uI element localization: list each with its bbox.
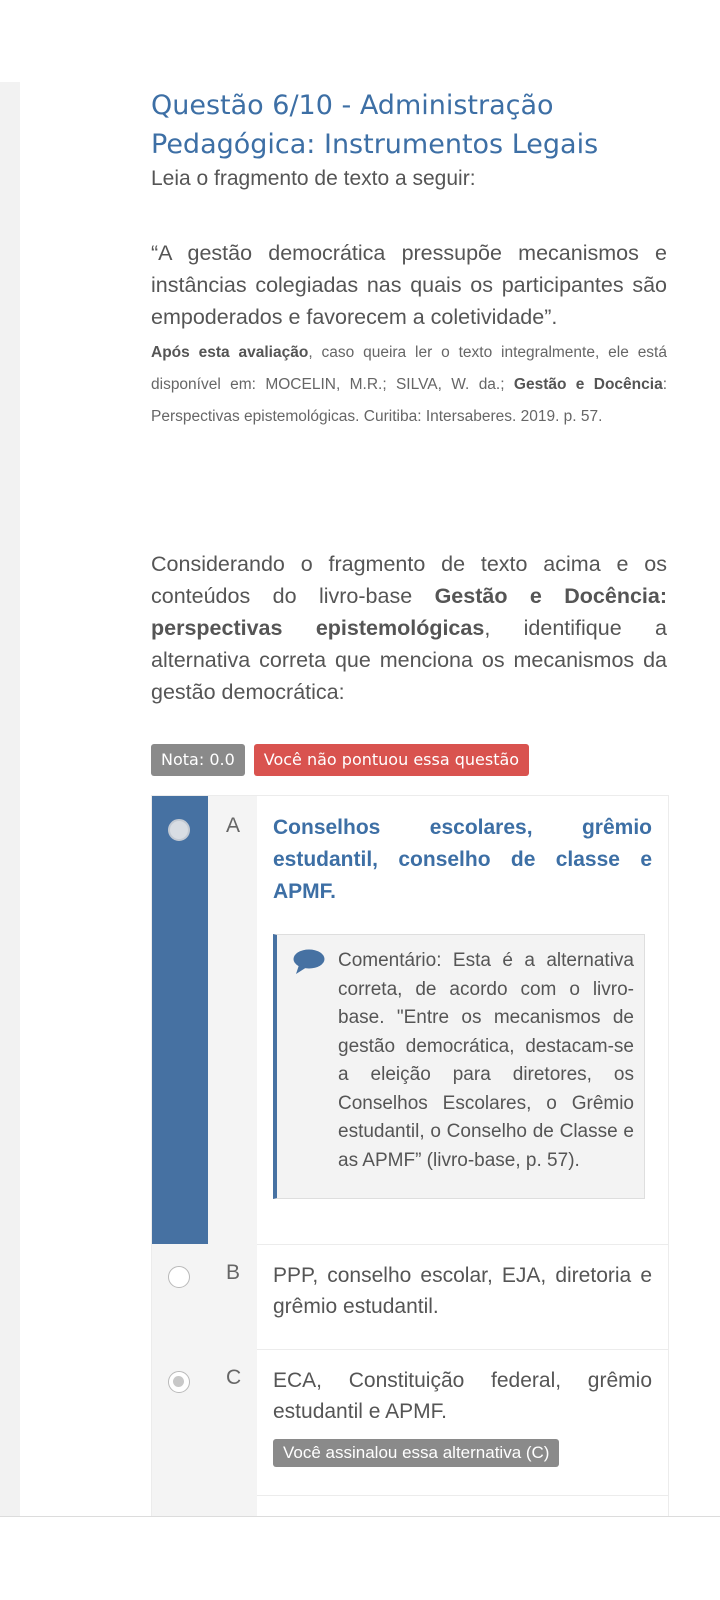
speech-bubble-icon [293,949,325,975]
option-d-partial[interactable] [152,1495,668,1517]
option-c-text: ECA, Constituição federal, grêmio estudantil e APMF. [273,1369,652,1423]
option-d-body [257,1495,668,1517]
left-rail [0,82,20,1516]
option-a-letter-column [208,796,257,1244]
question-quote: “A gestão democrática pressupõe mecanismos e instâncias colegiadas nas quais os participantes são empoderados e favorecem a coletividade”. [151,241,667,329]
option-a[interactable] [152,796,668,1244]
question-reference [151,337,667,433]
option-b-radio-column [152,1244,208,1349]
question-title: Questão 6/10 - Administração Pedagógica: Instrumentos Legais [151,90,599,160]
question-intro: Leia o fragmento de texto a seguir: [151,167,476,190]
option-b-body [257,1244,668,1349]
prompt-text-2: , identifique a alternativa correta que menciona os mecanismos da gestão democrática: [151,616,667,704]
option-a-body [257,796,668,1244]
option-b[interactable] [152,1244,668,1349]
option-c-letter-column [208,1349,257,1495]
option-b-radio-icon[interactable] [168,1266,190,1288]
option-a-text: Conselhos escolares, grêmio estudantil, conselho de classe e APMF. [273,816,652,903]
reference-book: Gestão e Docência [513,376,663,393]
option-a-radio-column [152,796,208,1244]
option-b-letter: B [226,1261,241,1284]
bottom-divider [0,1516,720,1517]
prompt-text-1: Considerando o fragmento de texto acima e os conteúdos do livro-base [151,552,667,608]
option-c-letter: C [226,1366,242,1389]
option-c-radio-column [152,1349,208,1495]
selected-answer-badge: Você assinalou essa alternativa (C) [273,1439,559,1467]
option-d-radio-column [152,1495,208,1517]
option-c[interactable] [152,1349,668,1495]
prompt-book: Gestão e Docência: perspectivas epistemológicas [151,584,667,640]
grade-badge: Nota: 0.0 [151,744,245,776]
option-a-letter: A [226,814,241,837]
status-badge: Você não pontuou essa questão [254,744,529,776]
result-badges [151,744,667,776]
option-b-text: PPP, conselho escolar, EJA, diretoria e grêmio estudantil. [273,1264,652,1318]
option-a-radio-icon[interactable] [168,819,190,841]
option-c-body [257,1349,668,1495]
option-a-comment [273,934,645,1199]
reference-text-2: : Perspectivas epistemológicas. Curitiba: Intersaberes. 2019. p. 57. [151,376,667,425]
option-d-letter-column [208,1495,257,1517]
option-a-comment-text: Comentário: Esta é a alternativa correta, de acordo com o livro-base. "Entre os mecanismos de gestão democrática, destacam-se a eleição para diretores, os Conselhos Escolares, o Grêmio estudantil, o Conselho de Classe e as APMF” (livro-base, p. 57). [338,950,634,1171]
reference-text-1: , caso queira ler o texto integralmente, ele está disponível em: MOCELIN, M.R.; SILVA, W. da.; [151,344,667,393]
question-content [151,86,667,776]
option-b-letter-column [208,1244,257,1349]
answer-options [151,795,669,1517]
option-c-radio-icon[interactable] [168,1371,190,1393]
question-prompt [151,548,667,708]
reference-bold: Após esta avaliação [151,344,309,361]
